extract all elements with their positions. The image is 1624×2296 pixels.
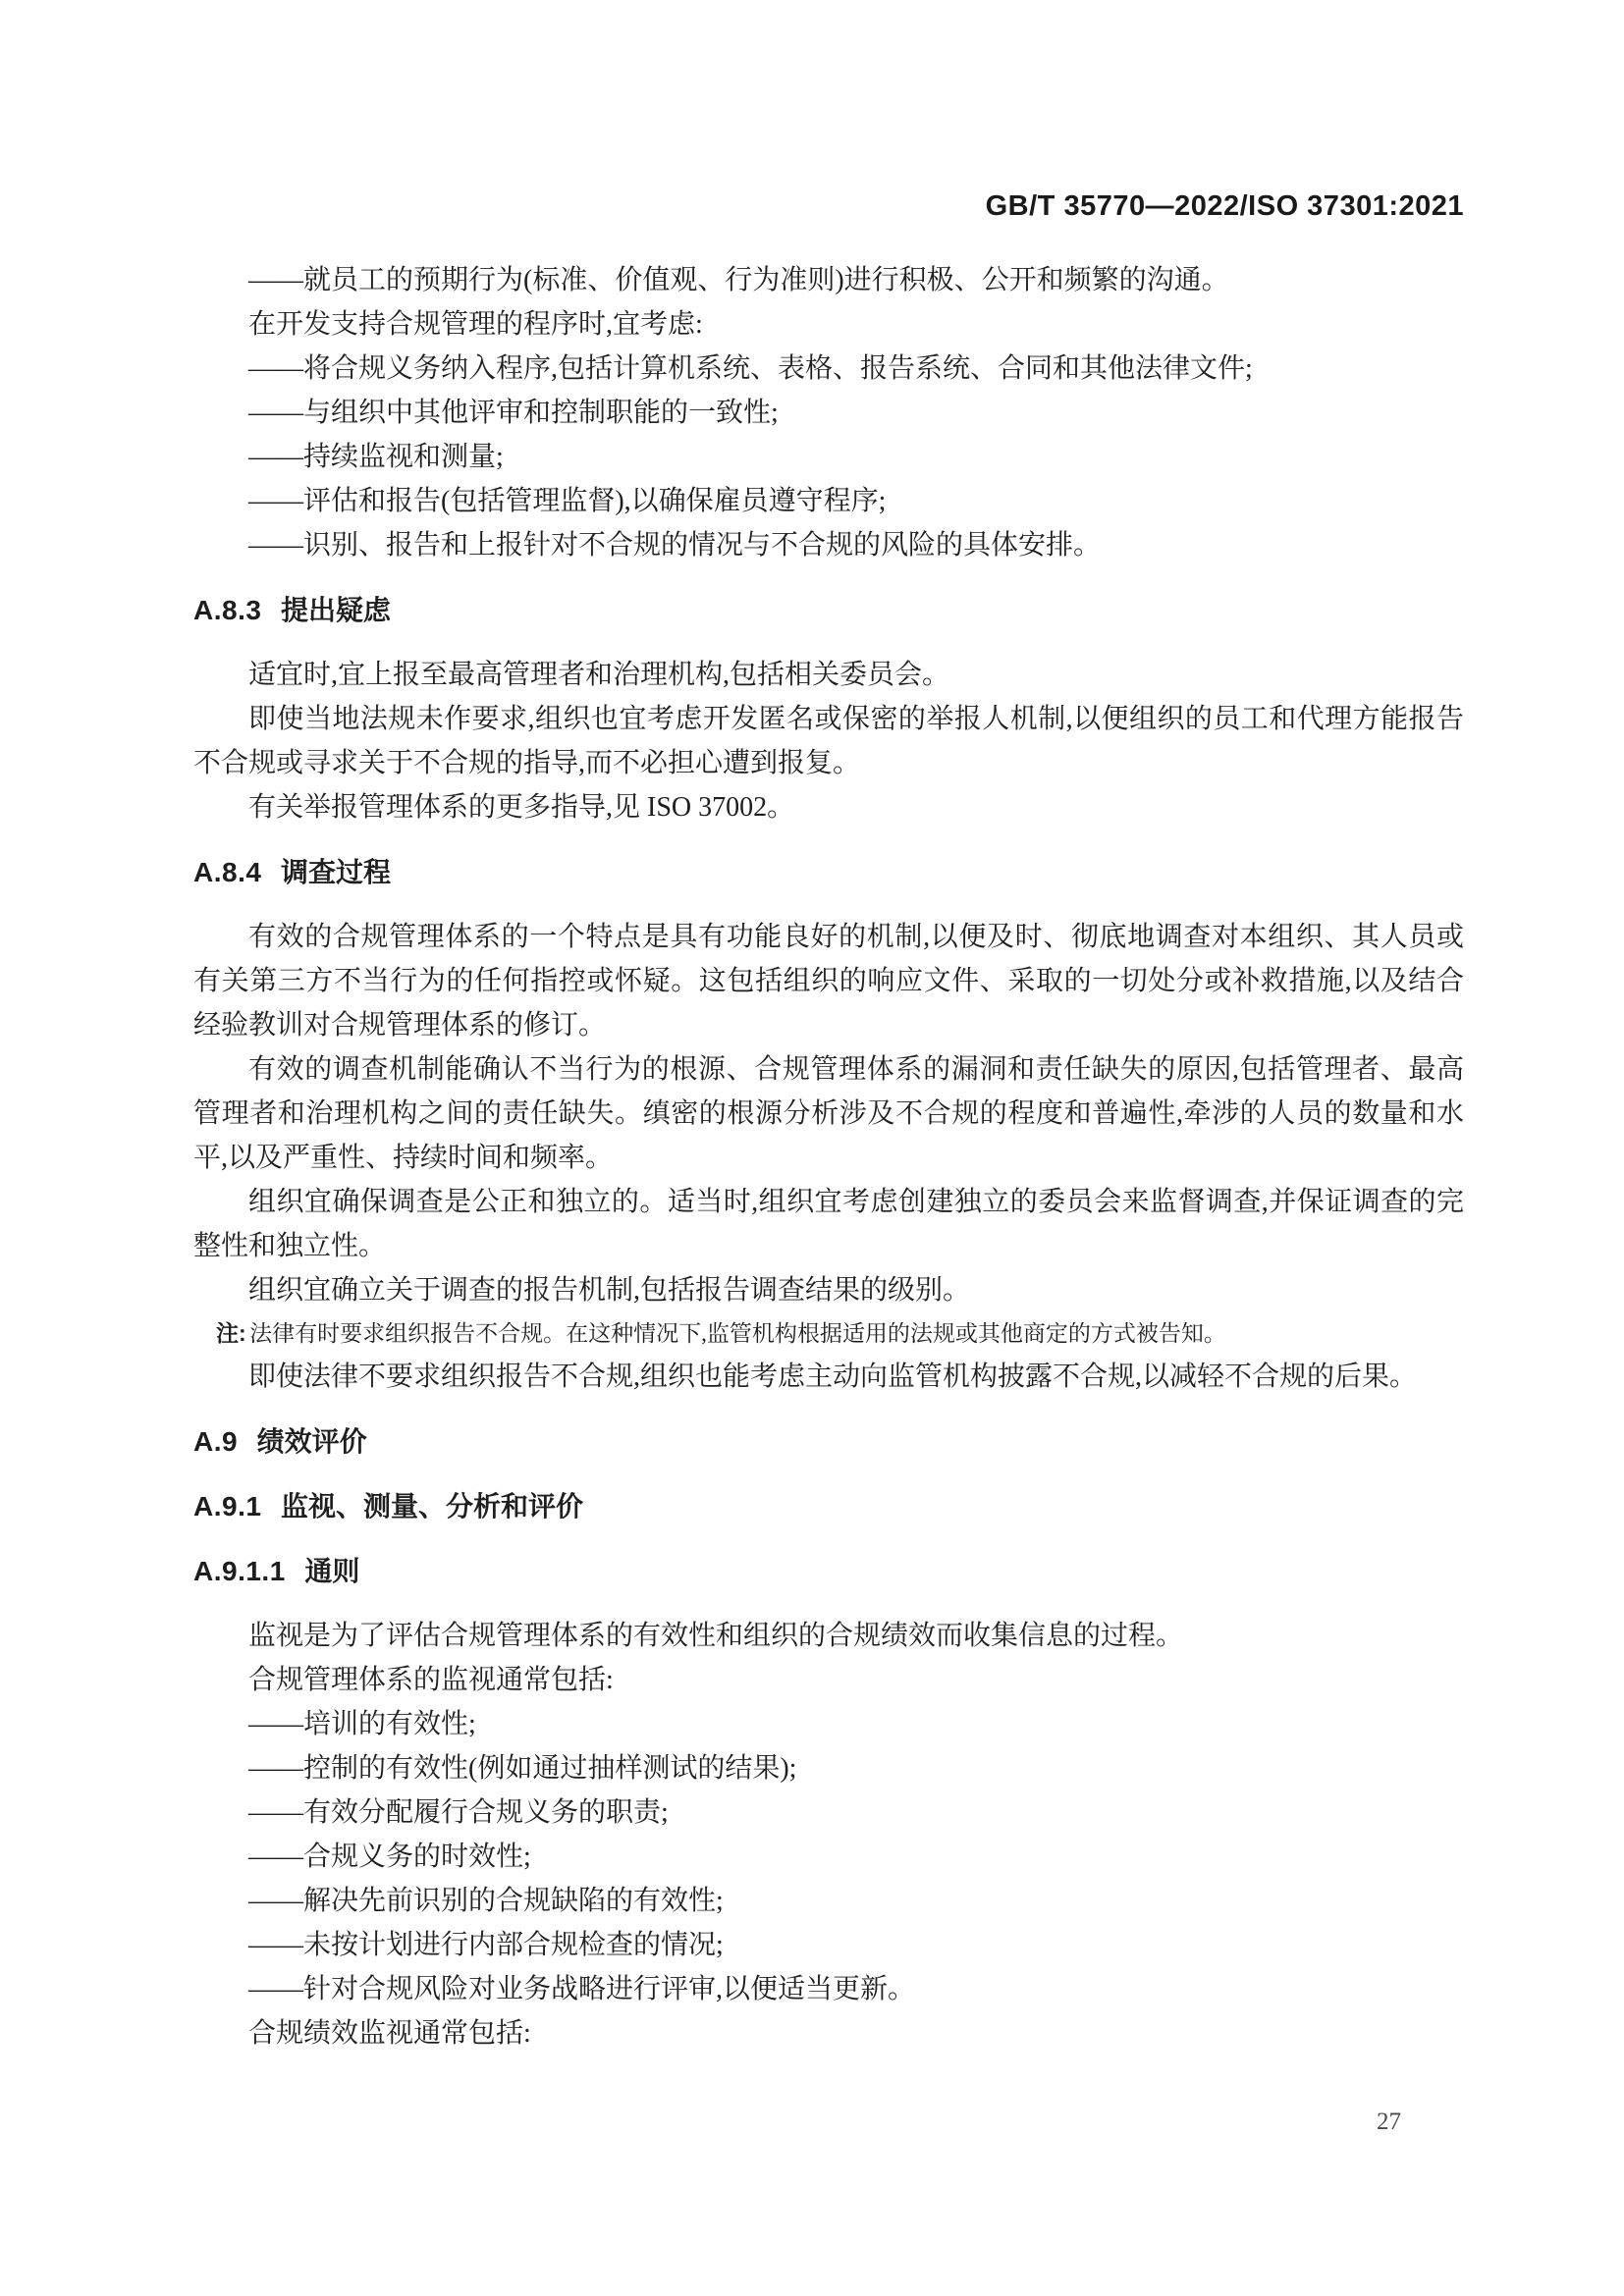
section-heading (193, 1484, 1464, 1528)
list-item: ——就员工的预期行为(标准、价值观、行为准则)进行积极、公开和频繁的沟通。 (248, 265, 1229, 295)
section-number: A.8.3 (193, 595, 262, 625)
document-body (193, 258, 1464, 2056)
standard-code: GB/T 35770—2022/ISO 37301:2021 (985, 190, 1464, 222)
list-item: ——与组织中其他评审和控制职能的一致性; (248, 398, 779, 428)
list-item: ——评估和报告(包括管理监督),以确保雇员遵守程序; (248, 486, 887, 516)
list-item: ——未按计划进行内部合规检查的情况; (248, 1930, 724, 1960)
page-content (193, 0, 1464, 2056)
paragraph: 即使当地法规未作要求,组织也宜考虑开发匿名或保密的举报人机制,以便组织的员工和代理方能报告不合规或寻求关于不合规的指导,而不必担心遭到报复。 (193, 704, 1464, 778)
list-item: ——识别、报告和上报针对不合规的情况与不合规的风险的具体安排。 (248, 530, 1102, 561)
list-item: ——将合规义务纳入程序,包括计算机系统、表格、报告系统、合同和其他法律文件; (248, 353, 1253, 384)
paragraph: 适宜时,宜上报至最高管理者和治理机构,包括相关委员会。 (248, 660, 950, 690)
paragraph: 有效的合规管理体系的一个特点是具有功能良好的机制,以便及时、彻底地调查对本组织、其人员或有关第三方不当行为的任何指控或怀疑。这包括组织的响应文件、采取的一切处分或补救措施,以及结合经验教训对合规管理体系的修订。 (193, 922, 1464, 1041)
page-number: 27 (1377, 2109, 1401, 2135)
section-title: 绩效评价 (256, 1426, 367, 1457)
list-item: ——持续监视和测量; (248, 442, 504, 472)
paragraph: 监视是为了评估合规管理体系的有效性和组织的合规绩效而收集信息的过程。 (248, 1621, 1184, 1651)
section-heading (193, 588, 1464, 632)
paragraph: 有效的调查机制能确认不当行为的根源、合规管理体系的漏洞和责任缺失的原因,包括管理者、最高管理者和治理机构之间的责任缺失。缜密的根源分析涉及不合规的程度和普遍性,牵涉的人员的数量和水平,以及严重性、持续时间和频率。 (193, 1054, 1464, 1173)
list-item: ——合规义务的时效性; (248, 1842, 531, 1872)
paragraph: 合规绩效监视通常包括: (248, 2018, 531, 2049)
section-title: 通则 (304, 1556, 360, 1586)
note-label: 注: (216, 1320, 246, 1346)
section-heading (193, 850, 1464, 894)
section-number: A.9.1.1 (193, 1556, 286, 1586)
list-item: ——培训的有效性; (248, 1709, 476, 1739)
section-title: 调查过程 (281, 857, 392, 887)
paragraph: 有关举报管理体系的更多指导,见 ISO 37002。 (248, 792, 795, 823)
list-item: ——控制的有效性(例如通过抽样测试的结果); (248, 1753, 797, 1784)
list-item: ——有效分配履行合规义务的职责; (248, 1797, 669, 1828)
list-item: ——解决先前识别的合规缺陷的有效性; (248, 1886, 724, 1916)
note: 注: 法律有时要求组织报告不合规。在这种情况下,监管机构根据适用的法规或其他商定的方式被告知。 (216, 1320, 1226, 1346)
section-number: A.8.4 (193, 857, 262, 887)
section-heading (193, 1549, 1464, 1593)
section-number: A.9.1 (193, 1491, 262, 1522)
paragraph: 组织宜确保调查是公正和独立的。适当时,组织宜考虑创建独立的委员会来监督调查,并保证调查的完整性和独立性。 (193, 1187, 1464, 1261)
section-number: A.9 (193, 1426, 239, 1457)
paragraph: 即使法律不要求组织报告不合规,组织也能考虑主动向监管机构披露不合规,以减轻不合规的后果。 (248, 1362, 1418, 1392)
section-title: 监视、测量、分析和评价 (281, 1491, 584, 1522)
section-heading (193, 1419, 1464, 1464)
paragraph: 组织宜确立关于调查的报告机制,包括报告调查结果的级别。 (248, 1275, 971, 1306)
list-item: ——针对合规风险对业务战略进行评审,以便适当更新。 (248, 1974, 916, 2004)
paragraph: 合规管理体系的监视通常包括: (248, 1665, 614, 1695)
paragraph: 在开发支持合规管理的程序时,宜考虑: (248, 309, 703, 340)
section-title: 提出疑虑 (281, 595, 392, 625)
